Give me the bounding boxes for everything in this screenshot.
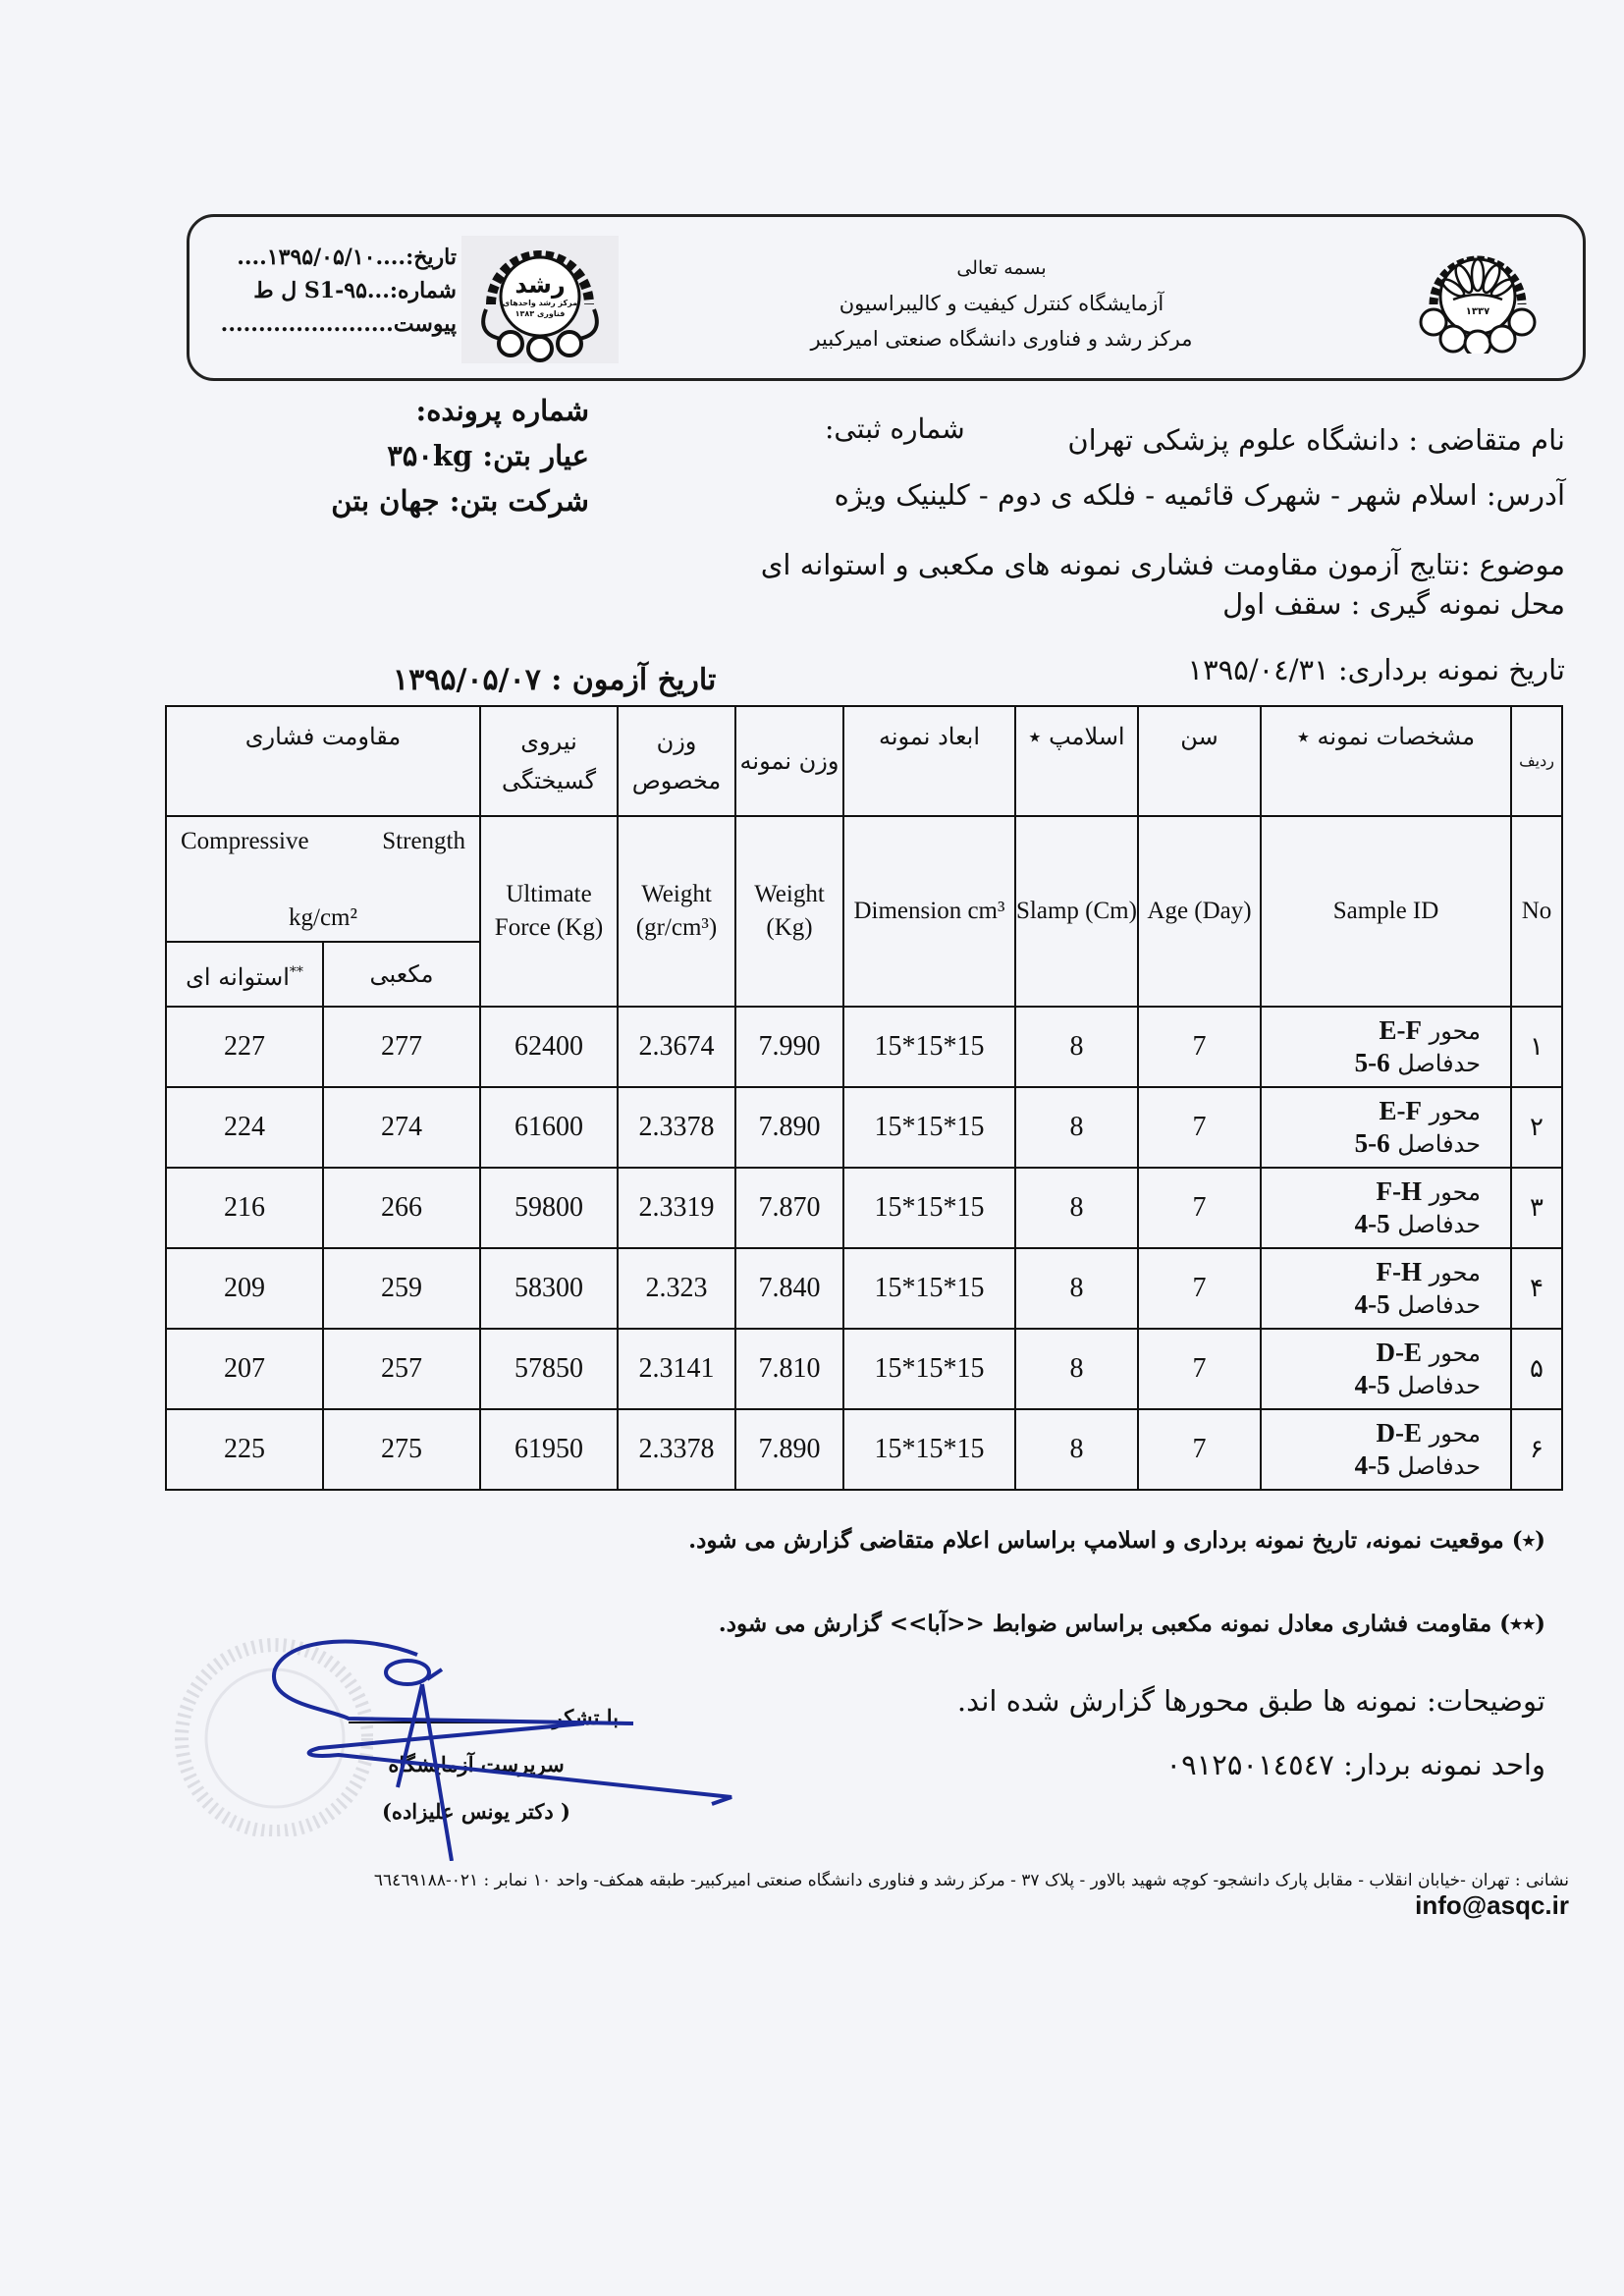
header-sample-id-en: Sample ID <box>1261 816 1511 1007</box>
cell-sample-weight: 7.810 <box>735 1329 843 1409</box>
report-subject: موضوع :نتایج آزمون مقاومت فشاری نمونه های مکعبی و استوانه ای <box>760 548 1565 581</box>
cell-ultimate-force: 59800 <box>480 1168 618 1248</box>
sample-span <box>1262 1127 1481 1160</box>
sample-axis <box>1262 1095 1481 1127</box>
cell-specific-weight: 2.3674 <box>618 1007 735 1087</box>
amirkabir-university-logo <box>1409 236 1546 354</box>
header-cylindrical <box>166 942 323 1007</box>
cell-dimension: 15*15*15 <box>843 1248 1015 1329</box>
table-row <box>166 1168 1562 1248</box>
cell-row-number: ۴ <box>1511 1248 1562 1329</box>
remarks: توضیحات: نمونه ها طبق محورها گزارش شده اند. <box>956 1684 1545 1718</box>
span-value: 5-6 <box>1354 1128 1390 1158</box>
header-cs-right: Strength <box>382 828 465 854</box>
cell-cubic-strength: 259 <box>323 1248 480 1329</box>
cell-cylindrical-strength: 207 <box>166 1329 323 1409</box>
aut-logo-year: ۱۳۳۷ <box>1465 306 1490 317</box>
cell-sample-weight: 7.990 <box>735 1007 843 1087</box>
lab-name: آزمایشگاه کنترل کیفیت و کالیبراسیون <box>839 292 1164 315</box>
cell-specific-weight: 2.323 <box>618 1248 735 1329</box>
cell-sample-id <box>1261 1248 1511 1329</box>
cell-cubic-strength: 277 <box>323 1007 480 1087</box>
svg-text:رشد: رشد <box>514 271 566 299</box>
header-age-fa: سن <box>1138 706 1261 816</box>
axis-value: F-H <box>1376 1257 1423 1286</box>
cell-dimension: 15*15*15 <box>843 1087 1015 1168</box>
file-number: شماره پرونده: <box>415 394 589 427</box>
header-dimension-en: Dimension cm³ <box>843 816 1015 1007</box>
header-cylindrical-text: استوانه ای <box>186 962 290 991</box>
signature-name: ( دکتر یونس علیزاده) <box>382 1799 570 1824</box>
header-specific-weight-en: Weight (gr/cm³) <box>618 816 735 1007</box>
sample-span <box>1262 1208 1481 1240</box>
cell-cylindrical-strength: 225 <box>166 1409 323 1490</box>
cell-slump: 8 <box>1015 1248 1138 1329</box>
cell-age: 7 <box>1138 1007 1261 1087</box>
handwritten-signature <box>260 1625 751 1861</box>
letter-attachment: پیوست....................... <box>220 311 457 337</box>
footer <box>312 1871 1569 1921</box>
cell-cylindrical-strength: 216 <box>166 1168 323 1248</box>
letter-date: تاریخ:....۱۳۹۵/۰۵/۱۰.... <box>237 245 457 270</box>
cell-sample-id <box>1261 1087 1511 1168</box>
span-value: 4-5 <box>1354 1450 1390 1480</box>
cell-age: 7 <box>1138 1329 1261 1409</box>
bismillah: بسمه تعالی <box>956 257 1047 279</box>
sample-axis <box>1262 1175 1481 1208</box>
header-row-fa <box>166 706 1562 816</box>
axis-value: D-E <box>1376 1418 1423 1448</box>
header-dimension-fa: ابعاد نمونه <box>843 706 1015 816</box>
cell-row-number: ۳ <box>1511 1168 1562 1248</box>
cell-ultimate-force: 58300 <box>480 1248 618 1329</box>
concrete-grade: عیار بتن: ۳۵۰kg <box>387 439 589 472</box>
span-label: حدفاصل <box>1397 1291 1481 1319</box>
axis-value: D-E <box>1376 1338 1423 1367</box>
cell-ultimate-force: 61950 <box>480 1409 618 1490</box>
span-label: حدفاصل <box>1397 1452 1481 1480</box>
header-no-fa: ردیف <box>1511 706 1562 816</box>
letter-number: شماره:...S1-۹۵ ل ط <box>253 278 457 303</box>
header-slump-fa: اسلامپ ٭ <box>1015 706 1138 816</box>
cell-slump: 8 <box>1015 1007 1138 1087</box>
header-ultimate-force-fa-text: نیروی گسیختگی <box>501 728 597 794</box>
center-name: مرکز رشد و فناوری دانشگاه صنعتی امیرکبیر <box>810 327 1193 351</box>
results-body <box>166 1007 1562 1490</box>
header-cs-unit: kg/cm² <box>289 904 357 931</box>
table-row <box>166 1329 1562 1409</box>
cell-row-number: ۱ <box>1511 1007 1562 1087</box>
header-weight-en: Weight (Kg) <box>735 816 843 1007</box>
cell-age: 7 <box>1138 1248 1261 1329</box>
sample-span <box>1262 1047 1481 1079</box>
header-sample-weight-fa: وزن نمونه <box>735 706 843 816</box>
sampling-date: تاریخ نمونه برداری: ۱۳۹۵/۰٤/۳۱ <box>1187 653 1565 686</box>
span-value: 4-5 <box>1354 1209 1390 1238</box>
header-no-en: No <box>1511 816 1562 1007</box>
axis-value: F-H <box>1376 1176 1423 1206</box>
header-compressive-strength-fa: مقاومت فشاری <box>166 706 480 816</box>
cell-dimension: 15*15*15 <box>843 1409 1015 1490</box>
header-cs-left: Compressive <box>181 828 309 854</box>
cell-dimension: 15*15*15 <box>843 1007 1015 1087</box>
sample-axis <box>1262 1337 1481 1369</box>
footnote-2: (٭٭) مقاومت فشاری معادل نمونه مکعبی براساس ضوابط <<آبا>> گزارش می شود. <box>718 1611 1545 1637</box>
sample-span <box>1262 1449 1481 1482</box>
table-row <box>166 1007 1562 1087</box>
axis-label: محور <box>1429 1420 1481 1448</box>
span-label: حدفاصل <box>1397 1372 1481 1399</box>
header-sample-spec-fa: مشخصات نمونه ٭ <box>1261 706 1511 816</box>
header-row-en <box>166 816 1562 942</box>
cell-cylindrical-strength: 227 <box>166 1007 323 1087</box>
cell-cubic-strength: 275 <box>323 1409 480 1490</box>
cell-ultimate-force: 57850 <box>480 1329 618 1409</box>
cell-ultimate-force: 62400 <box>480 1007 618 1087</box>
cell-row-number: ۶ <box>1511 1409 1562 1490</box>
axis-label: محور <box>1429 1259 1481 1286</box>
header-slump-en: Slamp (Cm) <box>1015 816 1138 1007</box>
table-row <box>166 1248 1562 1329</box>
header-compressive-strength-en <box>166 816 480 942</box>
span-label: حدفاصل <box>1397 1130 1481 1158</box>
registration-number: شماره ثبتی: <box>825 412 965 445</box>
header-age-en: Age (Day) <box>1138 816 1261 1007</box>
concrete-company: شرکت بتن: جهان بتن <box>331 484 589 518</box>
applicant-name: نام متقاضی : دانشگاه علوم پزشکی تهران <box>1067 423 1565 457</box>
cell-specific-weight: 2.3378 <box>618 1409 735 1490</box>
axis-label: محور <box>1429 1339 1481 1367</box>
cell-row-number: ۲ <box>1511 1087 1562 1168</box>
cell-sample-weight: 7.870 <box>735 1168 843 1248</box>
cell-age: 7 <box>1138 1168 1261 1248</box>
cell-specific-weight: 2.3319 <box>618 1168 735 1248</box>
header-ultimate-force-fa <box>480 706 618 816</box>
header-specific-weight-fa: وزن مخصوص <box>618 706 735 816</box>
signature-title: سرپرست آزمایشگاه <box>388 1752 565 1777</box>
span-value: 4-5 <box>1354 1289 1390 1319</box>
sampling-location: محل نمونه گیری : سقف اول <box>1222 587 1565 621</box>
cell-sample-weight: 7.890 <box>735 1409 843 1490</box>
cell-row-number: ۵ <box>1511 1329 1562 1409</box>
cell-specific-weight: 2.3378 <box>618 1087 735 1168</box>
signature-thanks: با تشکر <box>552 1705 619 1729</box>
cell-age: 7 <box>1138 1087 1261 1168</box>
span-label: حدفاصل <box>1397 1211 1481 1238</box>
roshd-logo-caption: مرکز رشد واحدهای فناوری ۱۳۸۳ <box>502 299 578 318</box>
span-value: 5-6 <box>1354 1048 1390 1077</box>
cell-cubic-strength: 266 <box>323 1168 480 1248</box>
cell-specific-weight: 2.3141 <box>618 1329 735 1409</box>
test-date: تاریخ آزمون : ۱۳۹۵/۰۵/۰۷ <box>393 663 717 697</box>
axis-value: E-F <box>1379 1015 1423 1045</box>
cell-cubic-strength: 257 <box>323 1329 480 1409</box>
axis-value: E-F <box>1379 1096 1423 1125</box>
cell-dimension: 15*15*15 <box>843 1168 1015 1248</box>
cell-sample-id <box>1261 1329 1511 1409</box>
cell-cubic-strength: 274 <box>323 1087 480 1168</box>
cell-cylindrical-strength: 209 <box>166 1248 323 1329</box>
results-table <box>165 705 1563 1491</box>
applicant-address: آدرس: اسلام شهر - شهرک قائمیه - فلکه ی دوم - کلینیک ویژه <box>834 478 1565 512</box>
cell-cylindrical-strength: 224 <box>166 1087 323 1168</box>
concrete-info <box>295 388 589 523</box>
axis-label: محور <box>1429 1017 1481 1045</box>
cell-sample-weight: 7.840 <box>735 1248 843 1329</box>
header-ultimate-force-en: Ultimate Force (Kg) <box>480 816 618 1007</box>
cell-age: 7 <box>1138 1409 1261 1490</box>
table-row <box>166 1087 1562 1168</box>
letterhead-title <box>756 250 1247 356</box>
header-cubic: مکعبی <box>323 942 480 1007</box>
sampling-unit: واحد نمونه بردار: ۰۹۱۲۵۰۱٤٥٤۷ <box>1165 1748 1545 1781</box>
table-row <box>166 1409 1562 1490</box>
axis-label: محور <box>1429 1098 1481 1125</box>
cell-slump: 8 <box>1015 1168 1138 1248</box>
footer-email: info@asqc.ir <box>1415 1890 1569 1920</box>
cell-slump: 8 <box>1015 1087 1138 1168</box>
cell-sample-weight: 7.890 <box>735 1087 843 1168</box>
sample-axis <box>1262 1256 1481 1288</box>
sample-axis <box>1262 1014 1481 1047</box>
footnote-1: (٭) موقعیت نمونه، تاریخ نمونه برداری و اسلامپ براساس اعلام متقاضی گزارش می شود. <box>688 1527 1545 1554</box>
sample-span <box>1262 1288 1481 1321</box>
report-subject-block <box>761 545 1565 624</box>
cell-sample-id <box>1261 1409 1511 1490</box>
letter-meta <box>220 241 457 341</box>
cylindrical-mark: ** <box>289 963 303 980</box>
cell-slump: 8 <box>1015 1409 1138 1490</box>
cell-ultimate-force: 61600 <box>480 1087 618 1168</box>
span-label: حدفاصل <box>1397 1050 1481 1077</box>
sample-span <box>1262 1369 1481 1401</box>
axis-label: محور <box>1429 1178 1481 1206</box>
span-value: 4-5 <box>1354 1370 1390 1399</box>
cell-slump: 8 <box>1015 1329 1138 1409</box>
cell-sample-id <box>1261 1168 1511 1248</box>
sample-axis <box>1262 1417 1481 1449</box>
cell-dimension: 15*15*15 <box>843 1329 1015 1409</box>
cell-sample-id <box>1261 1007 1511 1087</box>
footer-address: نشانی : تهران -خیابان انقلاب - مقابل پارک دانشجو- کوچه شهید بالاور - پلاک ۳۷ - مرکز رشد و فناوری دانشگاه صنعتی امیرکبیر- طبقه همکف- واحد ۱۰ نمابر : ۰۲۱-٦٦٤٦٩١٨٨ <box>373 1871 1569 1890</box>
